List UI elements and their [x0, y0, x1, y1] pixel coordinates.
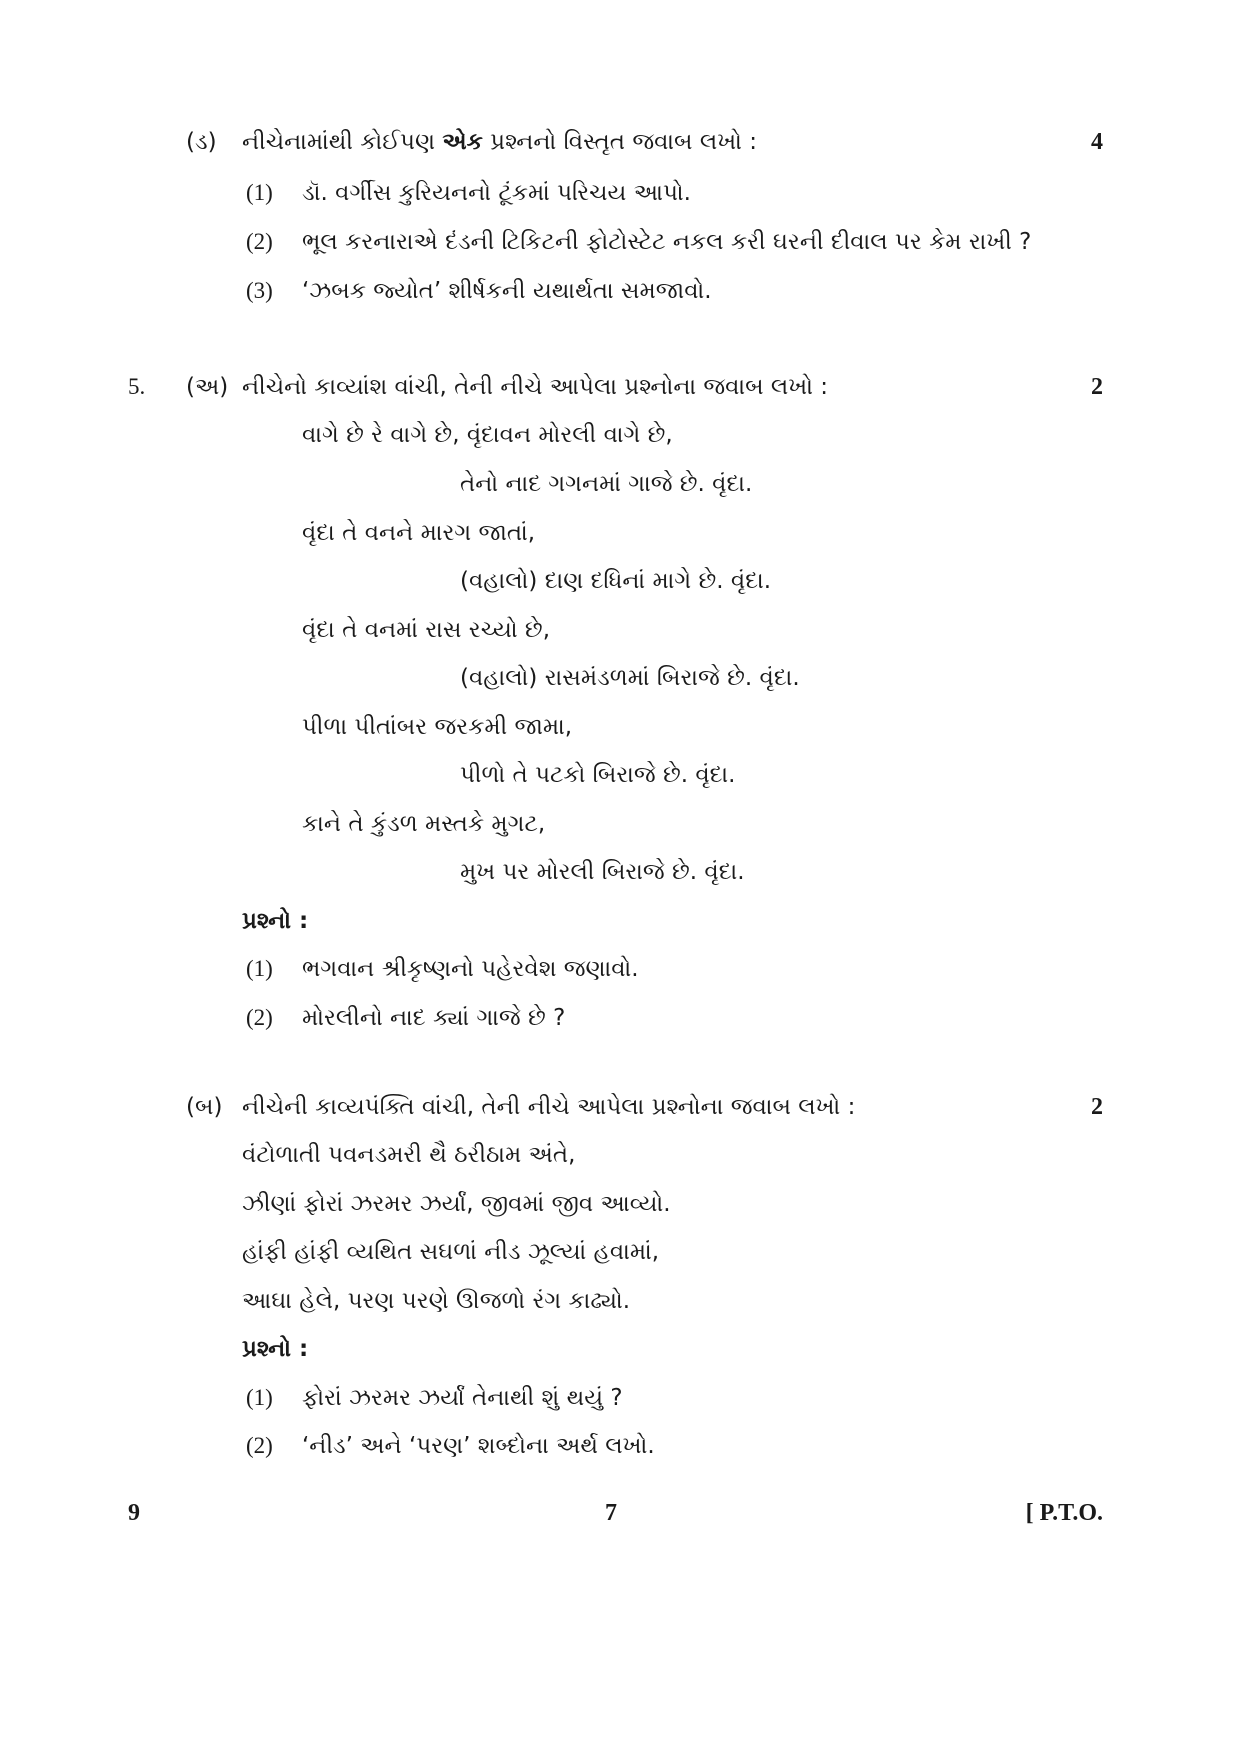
item-number: (1) — [246, 1385, 273, 1410]
poem-line: વૃંદા તે વનમાં રાસ રચ્યો છે, — [302, 617, 551, 643]
poem-line: વાગે છે રે વાગે છે, વૃંદાવન મોરલી વાગે છે, — [302, 422, 673, 448]
instruction-emphasis: એક — [442, 129, 483, 155]
questions-heading: પ્રશ્નો : — [242, 1336, 309, 1362]
section-d-instruction — [242, 127, 757, 157]
part-a-instruction: નીચેનો કાવ્યાંશ વાંચી, તેની નીચે આપેલા પ્રશ્નોના જવાબ લખો : — [242, 374, 829, 400]
question-number: 5. — [128, 374, 146, 399]
item-text: ‘નીડ’ અને ‘પરણ’ શબ્દોના અર્થ લખો. — [302, 1433, 655, 1459]
poem-line: પીળો તે પટકો બિરાજે છે. વૃંદા. — [460, 762, 736, 788]
poem-line: મુખ પર મોરલી બિરાજે છે. વૃંદા. — [460, 859, 745, 885]
section-d-label: (ડ) — [186, 129, 217, 155]
part-b-instruction: નીચેની કાવ્યપંક્તિ વાંચી, તેની નીચે આપેલા પ્રશ્નોના જવાબ લખો : — [242, 1094, 856, 1120]
part-a-label: (અ) — [186, 374, 229, 400]
item-number: (1) — [246, 956, 273, 981]
item-number: (2) — [246, 229, 273, 254]
item-text: ફોરાં ઝરમર ઝર્યાં તેનાથી શું થયું ? — [302, 1385, 623, 1411]
poem-line: હાંફી હાંફી વ્યથિત સઘળાં નીડ ઝૂલ્યાં હવામાં, — [242, 1239, 660, 1265]
poem-line: વંટોળાતી પવનડમરી થૈ ઠરીઠામ અંતે, — [242, 1142, 576, 1168]
item-text: ડૉ. વર્ગીસ કુરિયનનો ટૂંકમાં પરિચય આપો. — [302, 180, 691, 206]
poem-line: (વહાલો) રાસમંડળમાં બિરાજે છે. વૃંદા. — [460, 665, 800, 691]
poem-line: કાને તે કુંડળ મસ્તકે મુગટ, — [302, 811, 546, 837]
poem-line: વૃંદા તે વનને મારગ જાતાં, — [302, 520, 536, 546]
item-number: (2) — [246, 1005, 273, 1030]
section-d-marks: 4 — [1091, 129, 1103, 155]
item-number: (1) — [246, 180, 273, 205]
part-a-marks: 2 — [1091, 374, 1103, 400]
instruction-text: નીચેનામાંથી કોઈપણ — [242, 129, 443, 155]
poem-line: આઘા હેલે, પરણ પરણે ઊજળો રંગ કાઢ્યો. — [242, 1288, 631, 1314]
poem-line: ઝીણાં ફોરાં ઝરમર ઝર્યાં, જીવમાં જીવ આવ્યો. — [242, 1191, 671, 1217]
item-number: (2) — [246, 1433, 273, 1458]
part-b-marks: 2 — [1091, 1094, 1103, 1120]
item-text: ‘ઝબક જ્યોત’ શીર્ષકની યથાર્થતા સમજાવો. — [302, 278, 712, 304]
instruction-text: પ્રશ્નનો વિસ્તૃત જવાબ લખો : — [482, 129, 757, 155]
poem-line: (વહાલો) દાણ દધિનાં માગે છે. વૃંદા. — [460, 568, 772, 594]
item-number: (3) — [246, 278, 273, 303]
footer-code: 9 — [128, 1500, 140, 1526]
item-text: ભગવાન શ્રીકૃષ્ણનો પહેરવેશ જણાવો. — [302, 956, 639, 982]
item-text: મોરલીનો નાદ ક્યાં ગાજે છે ? — [302, 1005, 566, 1031]
poem-line: પીળા પીતાંબર જરકમી જામા, — [302, 714, 573, 740]
page-number: 7 — [605, 1500, 617, 1526]
poem-line: તેનો નાદ ગગનમાં ગાજે છે. વૃંદા. — [460, 471, 753, 497]
questions-heading: પ્રશ્નો : — [242, 908, 309, 934]
item-text: ભૂલ કરનારાએ દંડની ટિકિટની ફોટોસ્ટેટ નકલ કરી ઘરની દીવાલ પર કેમ રાખી ? — [302, 229, 1032, 255]
part-b-label: (બ) — [186, 1094, 223, 1120]
pto-label: [ P.T.O. — [1025, 1500, 1103, 1526]
